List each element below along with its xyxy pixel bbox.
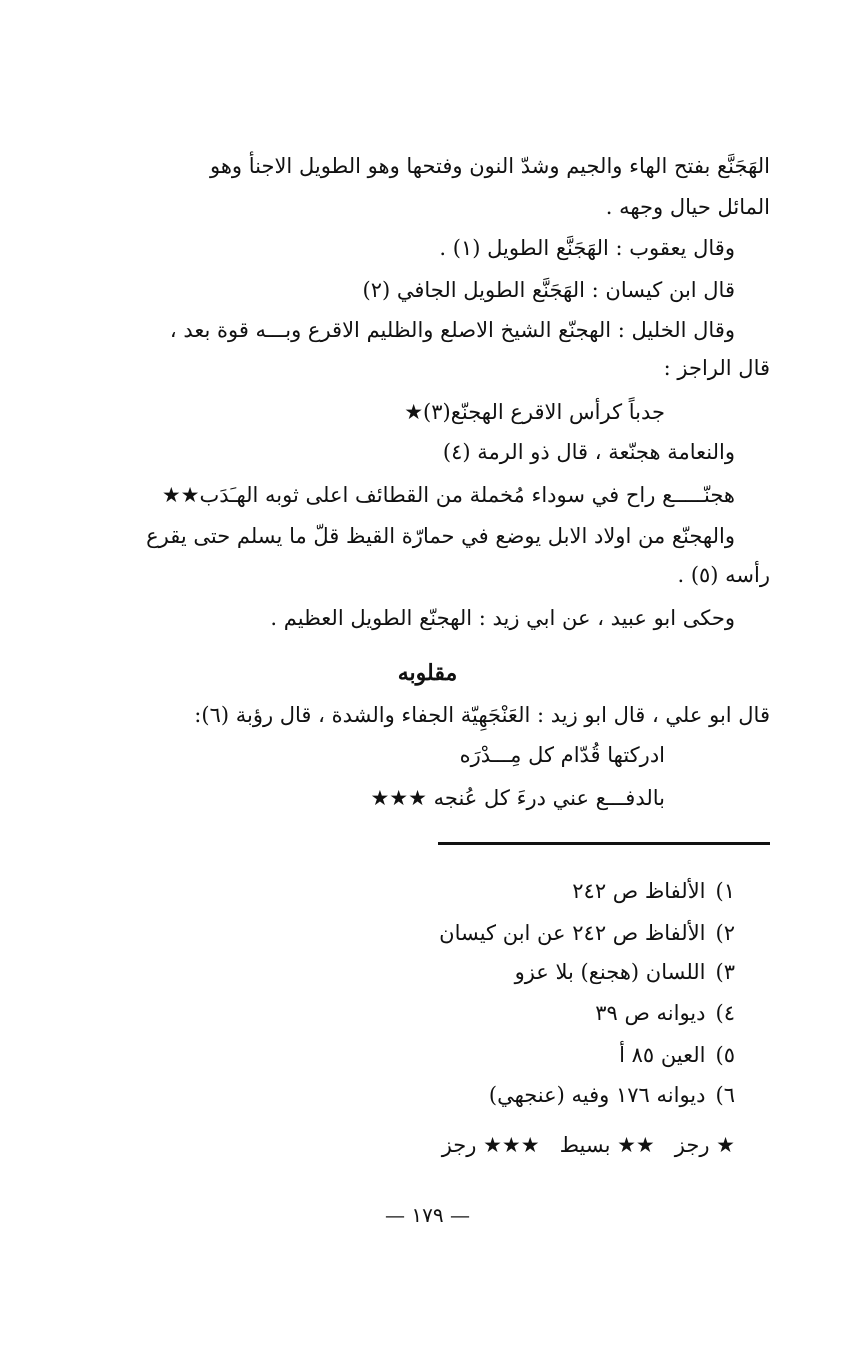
footnote-number: ١) — [715, 879, 735, 903]
footnote-5 — [619, 1040, 735, 1070]
body-line-11: قال ابو علي ، قال ابو زيد : العَنْجَهِيّة الجفاء والشدة ، قال رؤبة (٦): — [194, 703, 770, 727]
section-heading: مقلوبه — [397, 660, 458, 686]
body-line-2: المائل حيال وجهه . — [605, 195, 770, 219]
footnote-number: ٦) — [715, 1083, 735, 1107]
verse-line-1: جدباً كرأس الاقرع الهجنّع(٣)★ — [404, 400, 665, 424]
verse-line-3: ادركتها قُدّام كل مِـــدْرَه — [459, 743, 665, 767]
footnote-divider — [438, 842, 770, 845]
body-line-6: قال الراجز : — [663, 356, 770, 380]
footnote-number: ٢) — [715, 921, 735, 945]
footnote-text: العين ٨٥ أ — [619, 1043, 706, 1067]
body-line-3: وقال يعقوب : الهَجَنَّع الطويل (١) . — [439, 236, 735, 260]
footnote-6 — [489, 1080, 735, 1110]
verse-line-2: هجنّـــــع راح في سوداء مُخملة من القطائف اعلى ثوبه الهـَدَب★★ — [161, 483, 735, 507]
footnote-number: ٣) — [715, 960, 735, 984]
body-line-9: رأسه (٥) . — [677, 563, 770, 587]
footnote-number: ٤) — [715, 1001, 735, 1025]
body-line-5: وقال الخليل : الهجنّع الشيخ الاصلع والظليم الاقرع وبـــه قوة بعد ، — [169, 318, 735, 342]
footnote-text: ديوانه ١٧٦ وفيه (عنجهي) — [488, 1083, 706, 1107]
body-line-7: والنعامة هجنّعة ، قال ذو الرمة (٤) — [442, 440, 735, 464]
footnote-text: اللسان (هجنع) بلا عزو — [514, 960, 706, 984]
page-number: — ١٧٩ — — [385, 1203, 470, 1227]
verse-line-4: بالدفـــع عني درءَ كل عُنجه ★★★ — [370, 786, 665, 810]
body-line-10: وحكى ابو عبيد ، عن ابي زيد : الهجنّع الطويل العظيم . — [270, 606, 735, 630]
footnote-3 — [515, 957, 735, 987]
body-line-8: والهجنّع من اولاد الابل يوضع في حمارّة القيظ قلّ ما يسلم حتى يقرع — [146, 524, 735, 548]
footnote-2 — [439, 918, 735, 948]
footnote-text: الألفاظ ص ٢٤٢ — [572, 879, 706, 903]
meters-legend: ★ رجز ★★ بسيط ★★★ رجز — [441, 1133, 735, 1157]
footnote-4 — [595, 998, 735, 1028]
footnote-1 — [572, 876, 735, 906]
footnote-text: ديوانه ص ٣٩ — [595, 1001, 706, 1025]
footnote-text: الألفاظ ص ٢٤٢ عن ابن كيسان — [439, 921, 706, 945]
footnote-number: ٥) — [715, 1043, 735, 1067]
body-line-1: الهَجَنَّع بفتح الهاء والجيم وشدّ النون وفتحها وهو الطويل الاجنأ وهو — [210, 154, 770, 178]
body-line-4: قال ابن كيسان : الهَجَنَّع الطويل الجافي (٢) — [362, 278, 735, 302]
